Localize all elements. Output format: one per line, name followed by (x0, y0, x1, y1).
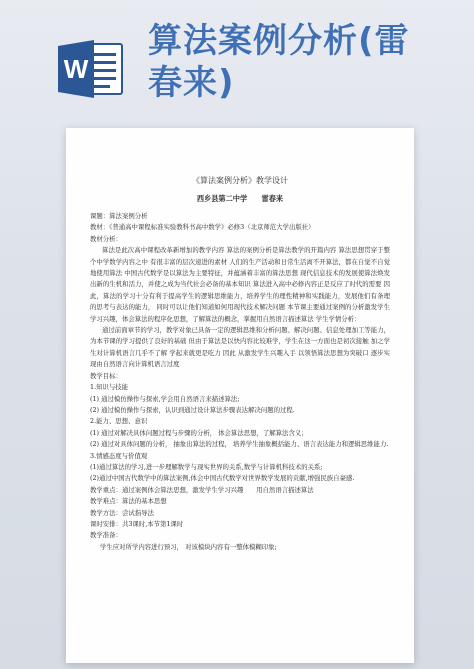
doc-attitude-item: (2)通过中国古代数学中的算法案例,体会中国古代数学对世界数学发展的贡献,增强民族自豪感. (90, 474, 355, 483)
doc-ability-heading: 2.能力、思想、意识 (90, 417, 148, 426)
doc-material: 教材：《普通高中课程标准实验教科书高中数学》必修3（北京师范大学出版社） (90, 223, 315, 232)
doc-knowledge-item: (1) 通过模仿操作与探索,学会用自然语言来描述算法; (90, 394, 240, 403)
header-banner (0, 0, 474, 130)
word-icon-letter: W (63, 54, 89, 84)
doc-analysis-paragraph: 算法是此次高中课程改革新增加的教学内容 算法的案例分析是算法教学的开篇内容 算法思想贯穿于整个中学数学内容之中 有很丰富的层次递进的素材 人们的生产活动和日常生活离不开算法，都在自觉不自觉地使用算法 中国古代数学是以算法为主要特征，并蕴涵着丰富的算法思想 现代信息技术的发展使算法焕发出新的生机和活力，并使之成为当代社会必备的基本知识 算法进入高中必修内容正是反应了时代的需要 因此，算法的学习十分有利于提高学生的逻辑思维能力，培养学生的理性精神和实践能力，发展他们有条理的思考与表达的能力， 同时可以让他们知道如何用现代技术解决问题 本节课主要通过案例的分析激发学生学习兴趣，体会算法的程序化思想，了解算法的概念，掌握用自然语言描述算法 学生学情分析： (90, 246, 390, 323)
doc-students-paragraph: 通过前面章节的学习，教学对象已具备一定的逻辑思维和分析问题、解决问题、信息处理加工等能力，为本节课的学习提供了良好的基础 但由于算法是以快内容比较难学，学生在这一方面也是初次接触 加之学生对计算机语言几乎不了解 学起来就更是吃力 因此 从激发学生兴趣入手 以领悟算法思想为突破口 逐步实现由自然语言向计算机语言过度 (90, 326, 390, 369)
title-line-2: 春来) (148, 63, 235, 103)
doc-method: 教学方法：尝试指导法 (90, 508, 154, 517)
doc-ability-item: (1) 通过对解决具体问题过程与步骤的分析， 体会算法思想，了解算法含义； (90, 428, 308, 437)
doc-topic: 课题：算法案例分析 (90, 212, 148, 220)
doc-knowledge-heading: 1.知识与技能 (90, 383, 129, 392)
doc-title: 《算法案例分析》教学设计 (192, 176, 288, 185)
doc-attitude-item: (1)通过算法的学习,进一步理解数学与现实世界的关系,数学与计算机科技术的关系; (90, 462, 323, 471)
doc-attitude-heading: 3.情感态度与价值观 (90, 451, 148, 460)
doc-key-point: 教学重点：通过案例体会算法思想，激发学生学习兴趣 用自然语言描述算法 (90, 485, 314, 494)
doc-schedule: 课时安排：共3课时,本节第1课时 (90, 519, 184, 528)
doc-knowledge-item: (2) 通过模仿操作与探索，认识到通过设计算法步骤表达解决问题的过程. (90, 405, 295, 414)
title-line-1: 算法案例分析(雷 (148, 21, 410, 61)
doc-goals-heading: 教学目标： (90, 371, 122, 380)
doc-closing: 学生应对所学内容进行预习， 对该模块内容有一整体模糊印象; (100, 542, 277, 551)
doc-analysis-heading: 教材分析： (90, 234, 122, 243)
document-page (66, 128, 414, 663)
doc-difficulty: 教学难点：算法的基本思想 (90, 497, 167, 506)
doc-author: 西乡县第二中学 雷春来 (196, 194, 284, 203)
word-document-icon (58, 38, 124, 100)
page-title (148, 20, 448, 104)
doc-ability-item: (2) 通过对具体问题的分析， 抽象出算法的过程， 培养学生抽象概括能力、语言表达能力和逻辑思维能力. (90, 440, 389, 449)
doc-preparation: 教学准备： (90, 531, 122, 540)
document-body (90, 174, 390, 553)
